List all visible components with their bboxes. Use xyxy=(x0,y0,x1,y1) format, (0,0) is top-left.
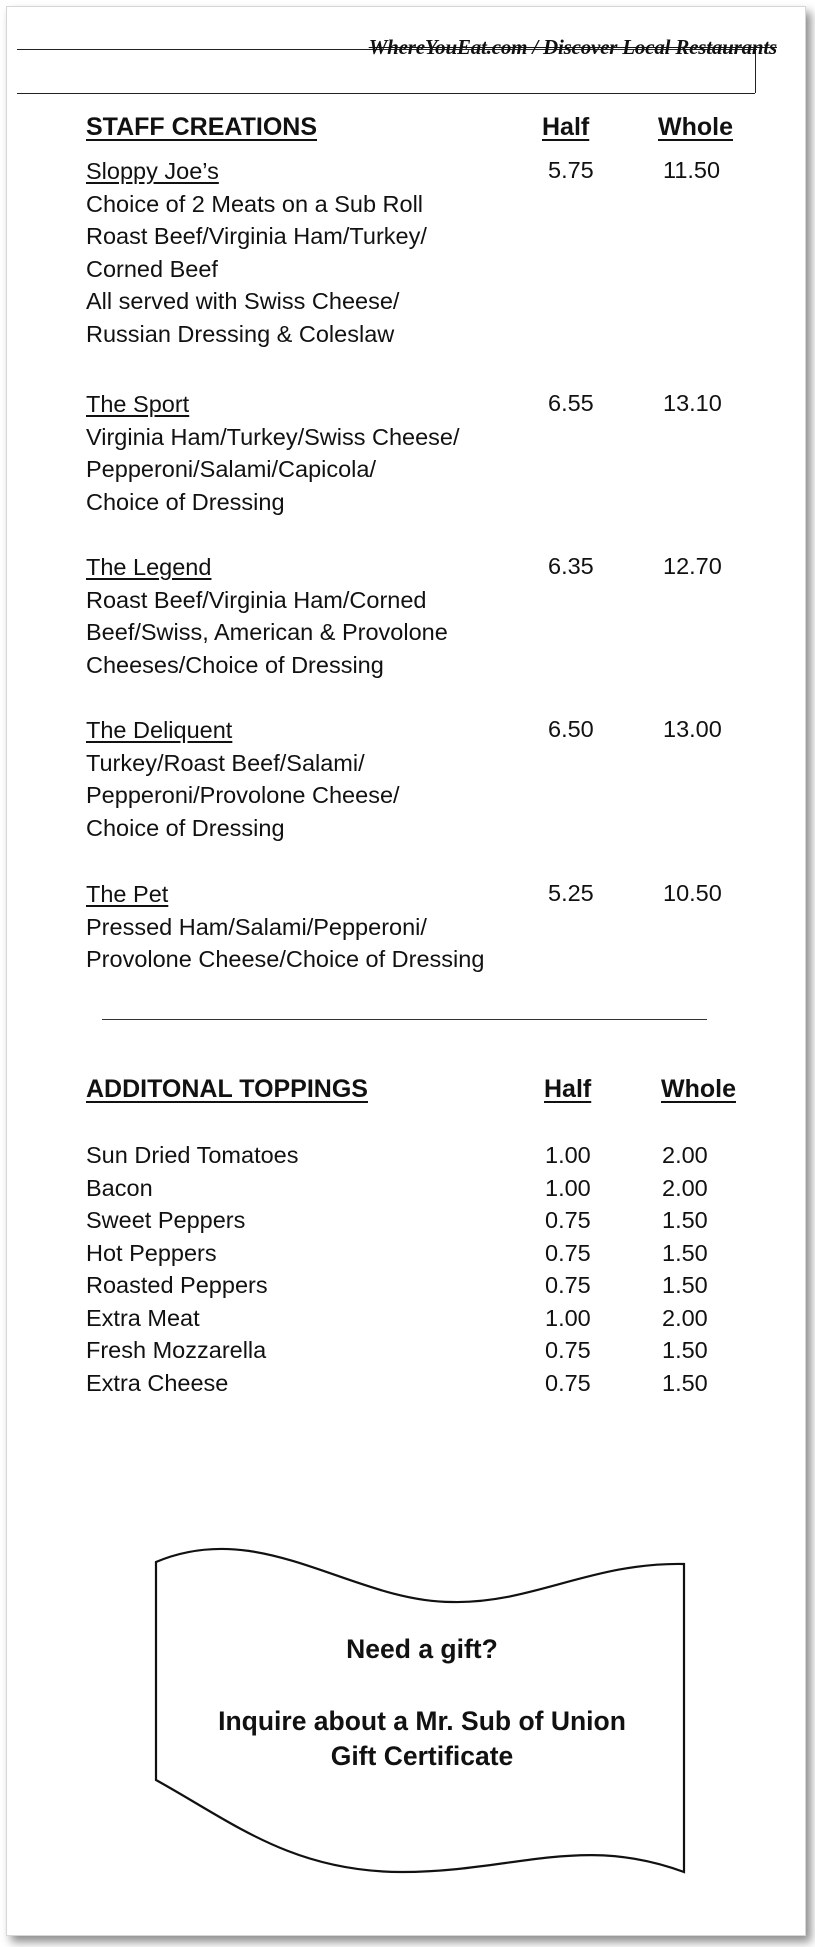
gift-heading: Need a gift? xyxy=(346,1634,498,1664)
item-description-line: Virginia Ham/Turkey/Swiss Cheese/ xyxy=(86,423,460,450)
item-description-line: Choice of Dressing xyxy=(86,814,285,841)
topping-price-whole: 1.50 xyxy=(662,1337,708,1363)
item-description-line: Corned Beef xyxy=(86,255,218,282)
gift-certificate-banner xyxy=(152,1532,692,1882)
topping-price-whole: 2.00 xyxy=(662,1304,708,1331)
toppings-whole-header: Whole xyxy=(661,1075,736,1103)
item-name: Sloppy Joe’s xyxy=(86,158,219,184)
menu-item-the-legend xyxy=(86,551,556,681)
topping-price-half: 0.75 xyxy=(545,1369,591,1396)
topping-name: Fresh Mozzarella xyxy=(86,1337,267,1363)
staff-half-header: Half xyxy=(542,113,590,141)
toppings-title: ADDITONAL TOPPINGS xyxy=(86,1075,368,1103)
item-name: The Sport xyxy=(86,391,190,417)
topping-price-whole: 1.50 xyxy=(662,1272,708,1298)
topping-price-whole: 1.50 xyxy=(662,1207,708,1233)
item-description-line: Provolone Cheese/Choice of Dressing xyxy=(86,946,485,972)
item-description-line: Pepperoni/Salami/Capicola/ xyxy=(86,456,376,482)
price-half: 5.75 xyxy=(548,157,594,183)
gift-line: Inquire about a Mr. Sub of Union xyxy=(218,1706,626,1736)
topping-name: Sun Dried Tomatoes xyxy=(86,1142,299,1168)
topping-name: Roasted Peppers xyxy=(86,1272,268,1298)
price-whole: 13.10 xyxy=(663,390,722,416)
topping-name: Bacon xyxy=(86,1174,153,1201)
menu-item-the-sport xyxy=(86,388,556,518)
topping-price-half: 0.75 xyxy=(545,1272,591,1298)
topping-name: Sweet Peppers xyxy=(86,1207,246,1233)
price-whole: 10.50 xyxy=(663,880,722,906)
staff-whole-header: Whole xyxy=(658,113,733,141)
topping-price-half: 0.75 xyxy=(545,1337,591,1363)
site-watermark: WhereYouEat.com / Discover Local Restaurants xyxy=(368,35,777,59)
topping-price-half: 1.00 xyxy=(545,1304,591,1331)
staff-creations-title: STAFF CREATIONS xyxy=(86,113,318,141)
price-whole: 13.00 xyxy=(663,716,722,742)
menu-item-sloppy-joes xyxy=(86,155,556,350)
price-half: 6.55 xyxy=(548,390,594,416)
item-description-line: Roast Beef/Virginia Ham/Turkey/ xyxy=(86,223,427,249)
gift-line: Gift Certificate xyxy=(330,1741,514,1771)
item-name: The Pet xyxy=(86,881,169,907)
topping-price-half: 1.00 xyxy=(545,1174,591,1201)
item-description-line: Roast Beef/Virginia Ham/Corned xyxy=(86,586,427,613)
item-name: The Legend xyxy=(86,554,212,580)
item-description-line: Cheeses/Choice of Dressing xyxy=(86,651,384,678)
item-description-line: Turkey/Roast Beef/Salami/ xyxy=(86,749,365,776)
item-description-line: All served with Swiss Cheese/ xyxy=(86,288,400,314)
menu-item-the-deliquent xyxy=(86,714,556,844)
topping-price-whole: 1.50 xyxy=(662,1239,708,1266)
item-name: The Deliquent xyxy=(86,717,233,743)
price-whole: 11.50 xyxy=(663,157,721,183)
toppings-half-header: Half xyxy=(544,1075,592,1103)
section-divider xyxy=(102,1019,707,1020)
menu-page xyxy=(6,6,806,1936)
item-description-line: Pressed Ham/Salami/Pepperoni/ xyxy=(86,913,427,940)
topping-name: Hot Peppers xyxy=(86,1239,217,1266)
price-whole: 12.70 xyxy=(663,553,722,579)
menu-item-the-pet xyxy=(86,878,556,976)
topping-price-half: 0.75 xyxy=(545,1239,591,1266)
header-box-rule xyxy=(17,93,755,94)
topping-name: Extra Cheese xyxy=(86,1369,229,1396)
price-half: 5.25 xyxy=(548,880,594,906)
topping-price-half: 1.00 xyxy=(545,1142,591,1168)
topping-name: Extra Meat xyxy=(86,1304,200,1331)
topping-price-whole: 2.00 xyxy=(662,1142,708,1168)
topping-price-whole: 2.00 xyxy=(662,1174,708,1201)
item-description-line: Pepperoni/Provolone Cheese/ xyxy=(86,782,400,808)
item-description-line: Beef/Swiss, American & Provolone xyxy=(86,619,448,645)
item-description-line: Choice of Dressing xyxy=(86,488,285,515)
topping-price-whole: 1.50 xyxy=(662,1369,708,1396)
price-half: 6.35 xyxy=(548,553,594,579)
item-description-line: Russian Dressing & Coleslaw xyxy=(86,320,395,347)
item-description-line: Choice of 2 Meats on a Sub Roll xyxy=(86,190,424,217)
price-half: 6.50 xyxy=(548,716,594,742)
topping-price-half: 0.75 xyxy=(545,1207,591,1233)
